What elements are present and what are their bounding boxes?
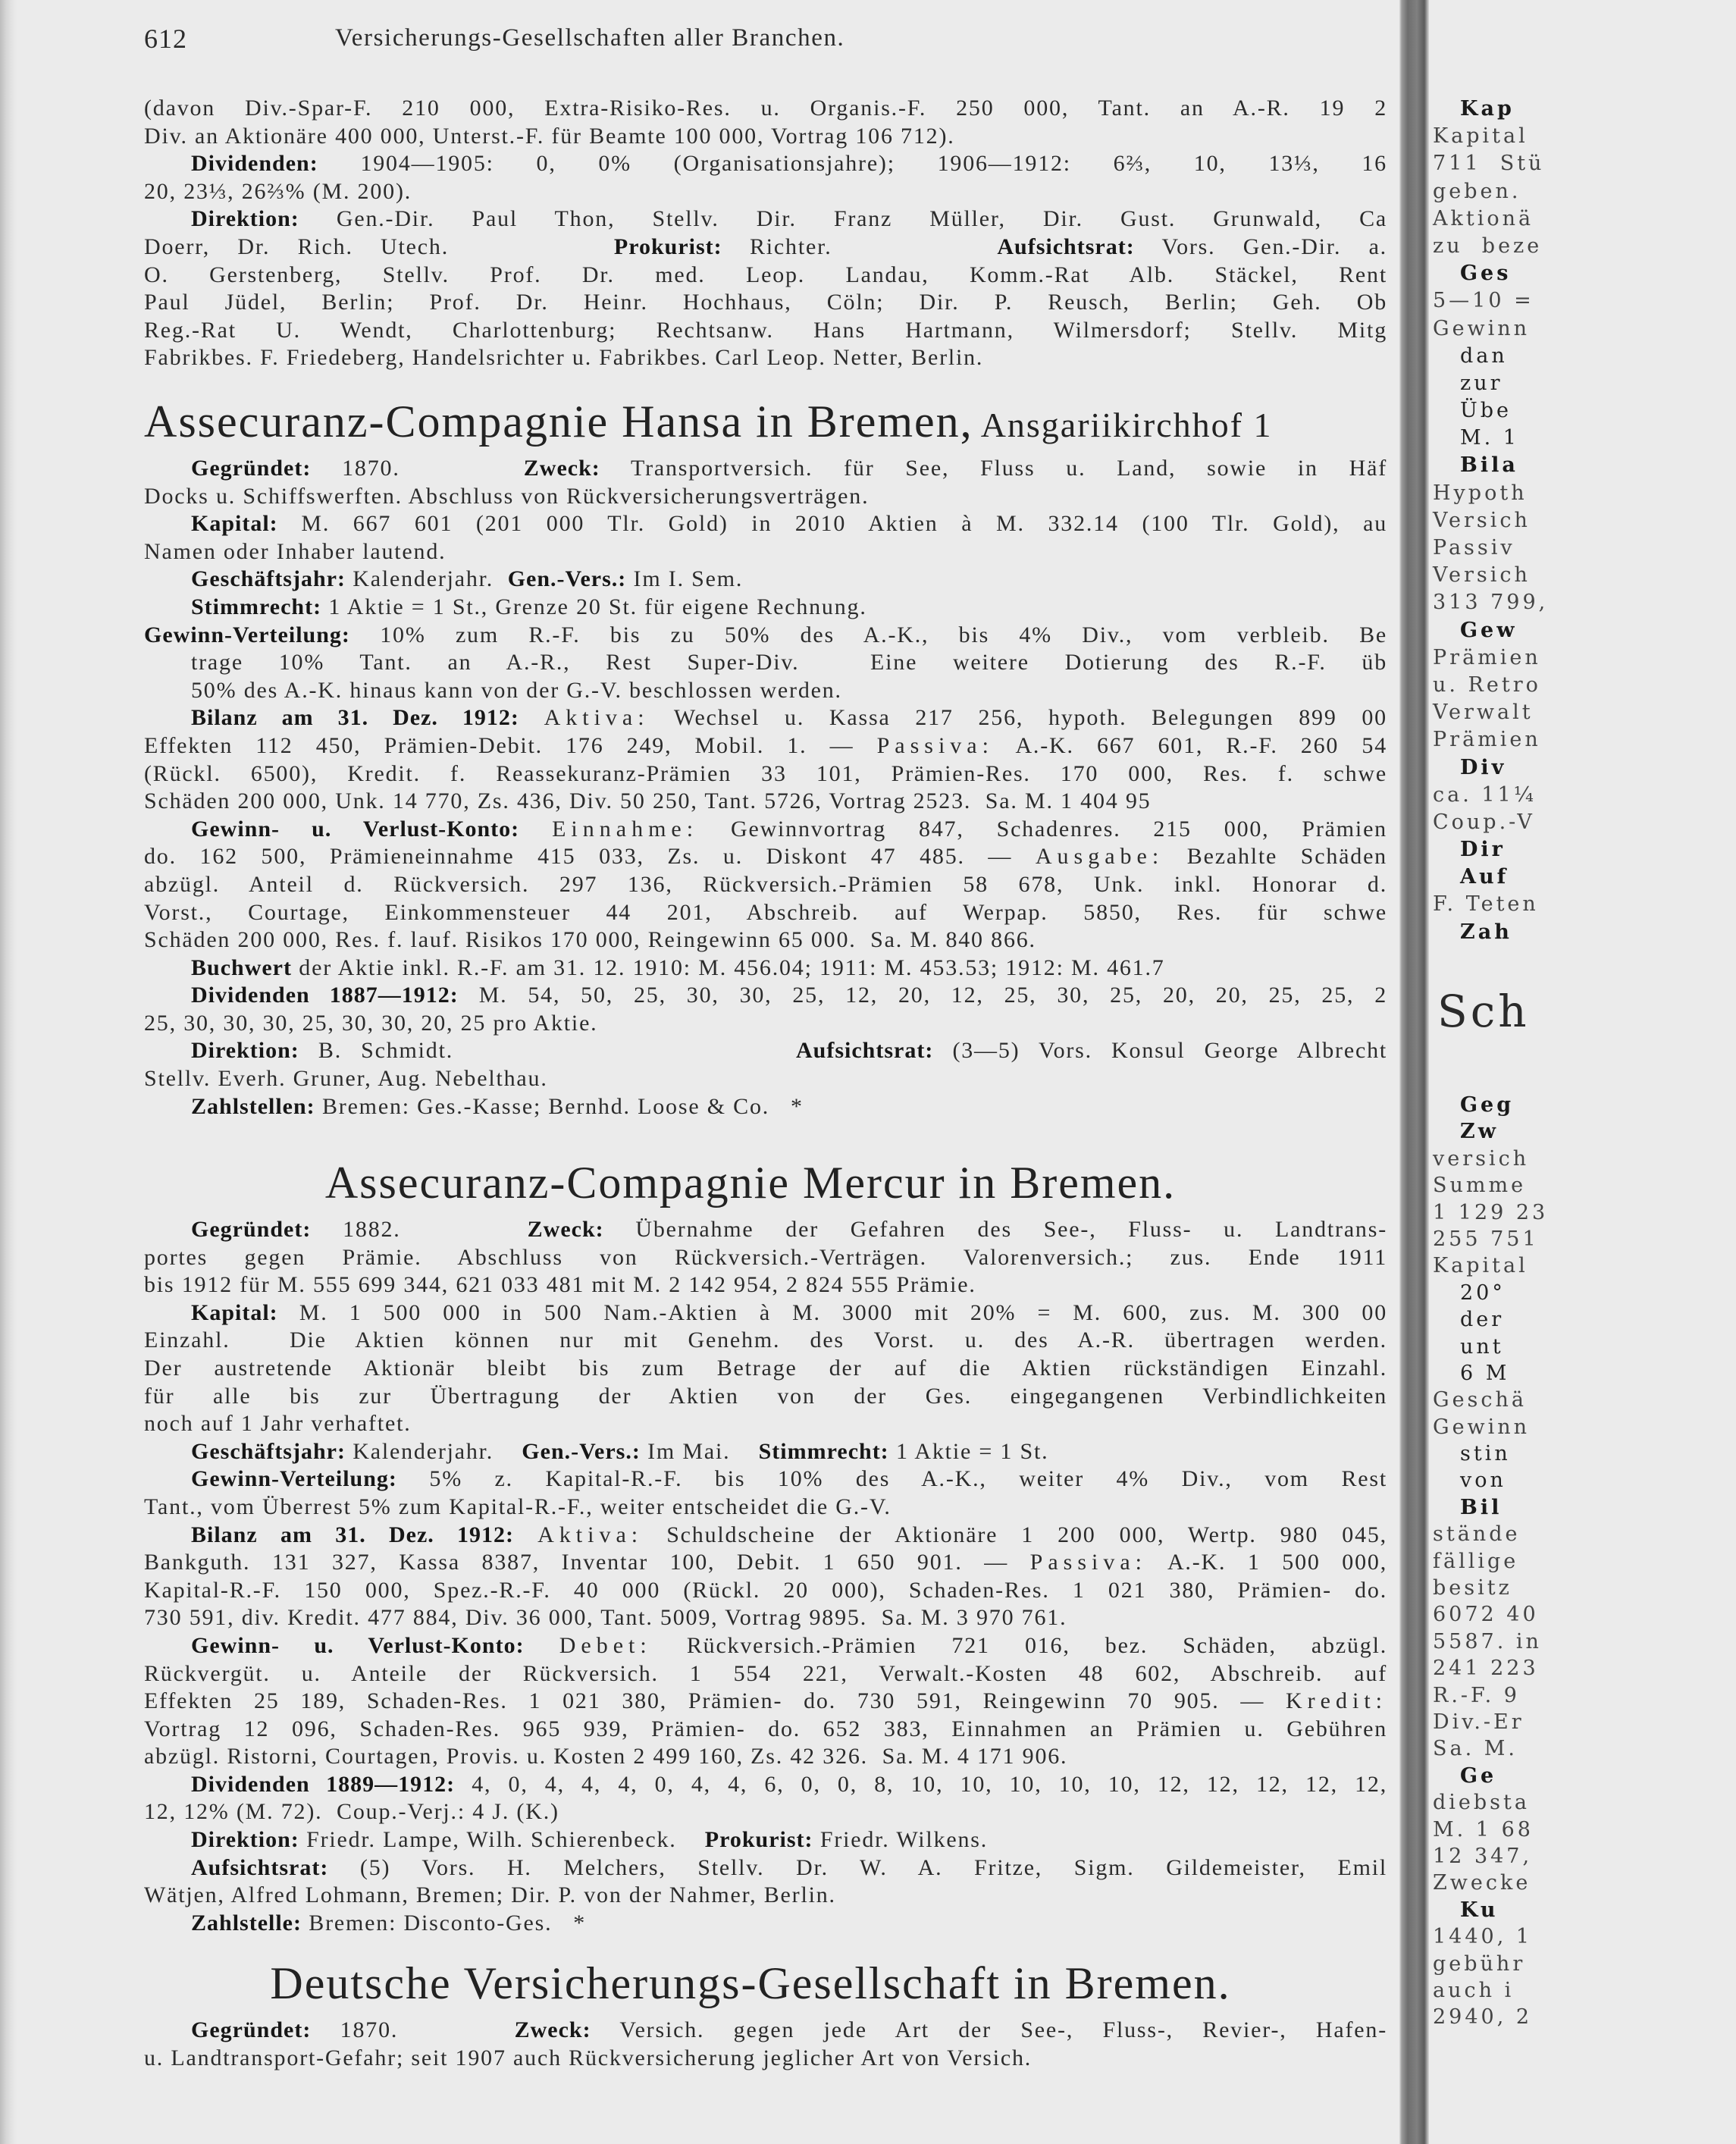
text-run: Rückvergüt. u. Anteile der Rückversich. 1 554 221, Verwalt.-Kosten 48 602, Abschreib. auf — [144, 1660, 1387, 1686]
fragment-line: Aktionä — [1433, 206, 1534, 230]
paragraph — [144, 704, 1387, 815]
paragraph — [144, 594, 1387, 622]
paragraph — [144, 1037, 1387, 1092]
text-run: Gewinnvortrag 847, Schadenres. 215 000, Prämien — [698, 816, 1387, 842]
paragraph — [144, 982, 1387, 1037]
running-title: Versicherungs-Gesellschaften aller Branchen. — [335, 24, 845, 52]
fragment-line: ca. 11¼ — [1433, 782, 1537, 807]
text-line — [144, 1604, 1387, 1632]
spaced-label: Kredit: — [1286, 1688, 1387, 1714]
text-line — [144, 1037, 1387, 1065]
text-run: Bremen: Disconto-Ges. * — [302, 1910, 587, 1936]
fragment-line: Coup.-V — [1433, 810, 1535, 834]
text-run: Gen.-Dir. Paul Thon, Stellv. Dir. Franz Müller, Dir. Gust. Grunwald, Ca — [299, 206, 1387, 232]
field-label: Aufsichtsrat: — [191, 1854, 329, 1880]
fragment-line: Passiv — [1433, 536, 1515, 560]
text-run: Richter. — [722, 234, 998, 259]
text-run — [514, 1522, 537, 1547]
spaced-label: Aktiva: — [544, 705, 650, 731]
fragment-line: Hypoth — [1433, 481, 1528, 505]
text-run: 25, 30, 30, 30, 25, 30, 30, 20, 25 pro Aktie. — [144, 1010, 598, 1036]
text-run: Fabrikbes. F. Friedeberg, Handelsrichter u. Fabrikbes. Carl Leop. Netter, Berlin. — [144, 345, 984, 371]
text-line — [144, 871, 1387, 899]
paragraph — [144, 1522, 1387, 1632]
text-line — [144, 1355, 1387, 1383]
field-label: Zweck: — [514, 2017, 591, 2042]
spaced-label: Aktiva: — [537, 1522, 644, 1547]
text-run: Schäden 200 000, Res. f. lauf. Risikos 170 000, Reingewinn 65 000. Sa. M. 840 866. — [144, 927, 1036, 953]
text-line — [144, 843, 1387, 871]
fragment-line: Sa. M. — [1433, 1737, 1518, 1761]
paragraph — [144, 205, 1387, 372]
fragment-line: Div — [1460, 755, 1507, 779]
text-run: 10% zum R.-F. bis zu 50% des A.-K., bis 4% Div., vom verbleib. Be — [349, 622, 1387, 647]
field-label: Zahlstellen: — [191, 1093, 315, 1119]
text-line — [144, 1771, 1387, 1799]
text-run: 1 Aktie = 1 St., Grenze 20 St. für eigene Rechnung. — [321, 594, 867, 619]
paragraph — [144, 816, 1387, 954]
text-run: M. 1 500 000 in 500 Nam.-Aktien à M. 3000 mit 20% = M. 600, zus. M. 300 00 — [277, 1299, 1387, 1325]
text-run: Bezahlte Schäden — [1164, 844, 1387, 870]
text-run: bis 1912 für M. 555 699 344, 621 033 481 mit M. 2 142 954, 2 824 555 Prämie. — [144, 1272, 976, 1298]
fragment-line: Gewinn — [1433, 1415, 1531, 1439]
text-line — [144, 538, 1387, 566]
fragment-line: stände — [1433, 1522, 1521, 1547]
field-label: Prokurist: — [704, 1827, 813, 1853]
text-run: Div. an Aktionäre 400 000, Unterst.-F. für Beamte 100 000, Vortrag 106 712). — [144, 123, 955, 149]
paragraph — [144, 95, 1387, 150]
fragment-line: R.-F. 9 — [1433, 1683, 1520, 1707]
text-run: M. 54, 50, 25, 30, 30, 25, 12, 20, 12, 25, 30, 25, 20, 20, 25, 25, 2 — [458, 983, 1387, 1008]
text-run: A.-K. 667 601, R.-F. 260 54 — [993, 732, 1387, 758]
text-line — [144, 234, 1387, 262]
field-label: Zweck: — [527, 1217, 604, 1242]
field-label: Stimmrecht: — [758, 1438, 889, 1464]
fragment-line: Div.-Er — [1433, 1710, 1524, 1734]
fragment-block-b — [1433, 1092, 1736, 2031]
paragraph — [144, 1465, 1387, 1521]
paragraph — [144, 1299, 1387, 1438]
fragment-line: zur — [1460, 371, 1503, 395]
fragment-line: zu beze — [1433, 234, 1543, 258]
field-label: Stimmrecht: — [191, 594, 322, 619]
field-label: Direktion: — [191, 206, 299, 232]
fragment-line: Verwalt — [1433, 701, 1534, 725]
text-run: (5) Vors. H. Melchers, Stellv. Dr. W. A. Fritze, Sigm. Gildemeister, Emil — [328, 1854, 1387, 1880]
fragment-block-a — [1433, 96, 1736, 946]
paragraph — [144, 510, 1387, 566]
paragraph — [144, 954, 1387, 983]
text-line — [144, 1271, 1387, 1299]
text-line — [144, 2045, 1387, 2073]
spaced-label: Ausgabe: — [1035, 844, 1164, 870]
field-label: Gen.-Vers.: — [522, 1438, 641, 1464]
text-line — [144, 178, 1387, 206]
fragment-line: 313 799, — [1433, 591, 1549, 615]
text-line — [144, 205, 1387, 234]
text-line — [144, 649, 1387, 677]
paragraph — [144, 1910, 1387, 1938]
fragment-line: auch i — [1433, 1978, 1515, 2002]
field-label: Gegründet: — [191, 456, 312, 481]
scan-left-edge — [0, 0, 17, 2144]
paragraph — [144, 1093, 1387, 1121]
field-label: Gewinn-Verteilung: — [144, 622, 350, 647]
fragment-line: Kapital — [1433, 1254, 1528, 1278]
fragment-line: Übe — [1460, 399, 1512, 423]
text-run: Vortrag 12 096, Schaden-Res. 965 939, Prämien- do. 652 383, Einnahmen an Prämien u. Gebühren — [144, 1716, 1387, 1741]
text-line — [144, 899, 1387, 927]
text-run: Im Mai. — [640, 1438, 759, 1464]
fragment-line: 5—10 = — [1433, 289, 1534, 313]
text-run: trage 10% Tant. an A.-R., Rest Super-Div. Eine weitere Dotierung des R.-F. üb — [191, 650, 1387, 675]
text-run: Wätjen, Alfred Lohmann, Bremen; Dir. P. von der Nahmer, Berlin. — [144, 1882, 836, 1908]
field-label: Geschäftsjahr: — [191, 1438, 346, 1464]
fragment-line: Kap — [1460, 97, 1515, 121]
fragment-line: 20° — [1460, 1280, 1506, 1305]
text-run: Versich. gegen jede Art der See-, Fluss-, Revier-, Hafen- — [591, 2017, 1387, 2042]
text-line — [144, 1438, 1387, 1466]
paragraph — [144, 1771, 1387, 1826]
text-line — [144, 455, 1387, 483]
field-label: Prokurist: — [613, 234, 722, 259]
text-run: Effekten 112 450, Prämien-Debit. 176 249, Mobil. 1. — — [144, 732, 877, 758]
text-line — [144, 2017, 1387, 2045]
company-name: Deutsche Versicherungs-Gesellschaft in Bremen. — [270, 1958, 1231, 2008]
text-line — [144, 1093, 1387, 1121]
text-run: 20, 23⅓, 26⅔% (M. 200). — [144, 178, 412, 204]
fragment-line: F. Teten — [1433, 892, 1539, 917]
fragment-line: diebsta — [1433, 1791, 1530, 1815]
fragment-line: Prämien — [1433, 728, 1541, 752]
fragment-line: 2940, 2 — [1433, 2005, 1533, 2030]
text-line — [144, 1577, 1387, 1605]
text-line — [144, 1854, 1387, 1882]
text-line — [144, 1494, 1387, 1522]
fragment-line: M. 1 — [1460, 426, 1519, 450]
field-label: Gen.-Vers.: — [507, 566, 627, 592]
text-run: 1870. — [311, 2017, 515, 2042]
text-line — [144, 1743, 1387, 1771]
page-number: 612 — [144, 24, 187, 54]
text-line — [144, 1327, 1387, 1355]
text-line — [144, 677, 1387, 705]
fragment-line: stin — [1460, 1442, 1511, 1466]
next-page-fragment — [1433, 0, 1549, 2144]
field-label: Dividenden 1889—1912: — [191, 1771, 456, 1797]
fragment-line: Prämien — [1433, 645, 1541, 669]
text-line — [144, 982, 1387, 1010]
text-line — [144, 1410, 1387, 1438]
fragment-line: u. Retro — [1433, 672, 1541, 697]
text-run: M. 667 601 (201 000 Tlr. Gold) in 2010 Aktien à M. 332.14 (100 Tlr. Gold), au — [277, 511, 1387, 537]
fragment-line: geben. — [1433, 179, 1521, 203]
fragment-line: 255 751 — [1433, 1227, 1539, 1251]
fragment-line: Ku — [1460, 1898, 1499, 1922]
fragment-line: 6 M — [1460, 1361, 1510, 1385]
fragment-line: Ge — [1460, 1763, 1497, 1788]
field-label: Kapital: — [191, 1299, 278, 1325]
text-run: Kapital-R.-F. 150 000, Spez.-R.-F. 40 000 (Rückl. 20 000), Schaden-Res. 1 021 380, Prämien- do. — [144, 1577, 1387, 1603]
fragment-line: Zah — [1460, 920, 1512, 944]
text-line — [144, 1465, 1387, 1494]
field-label: Gewinn- u. Verlust-Konto: — [191, 1632, 525, 1658]
text-run: Schuldscheine der Aktionäre 1 200 000, Wertp. 980 045, — [643, 1522, 1387, 1547]
text-line — [144, 1065, 1387, 1093]
text-run — [519, 817, 552, 842]
text-line — [144, 1688, 1387, 1716]
text-line — [144, 289, 1387, 317]
text-line — [144, 1716, 1387, 1744]
text-line — [144, 788, 1387, 816]
text-run: Transportversich. für See, Fluss u. Land, sowie in Häf — [600, 456, 1387, 481]
text-line — [144, 483, 1387, 511]
text-run: 1904—1905: 0, 0% (Organisationsjahre); 1906—1912: 6⅔, 10, 13⅓, 16 — [318, 151, 1387, 177]
paragraph — [144, 1632, 1387, 1771]
section-continuation — [144, 95, 1387, 372]
fragment-line: versich — [1433, 1146, 1530, 1171]
text-line — [144, 1826, 1387, 1854]
text-line — [144, 704, 1387, 732]
text-line — [144, 732, 1387, 760]
text-line — [144, 95, 1387, 123]
fragment-line: 12 347, — [1433, 1844, 1533, 1868]
text-line — [144, 1798, 1387, 1826]
text-run: abzügl. Ristorni, Courtagen, Provis. u. Kosten 2 499 160, Zs. 42 326. Sa. M. 4 171 906. — [144, 1744, 1068, 1769]
fragment-line: gebühr — [1433, 1951, 1526, 1976]
text-line — [144, 1010, 1387, 1038]
text-run: 730 591, div. Kredit. 477 884, Div. 36 000, Tant. 5009, Vortrag 9895. Sa. M. 3 970 761. — [144, 1605, 1067, 1631]
field-label: Aufsichtsrat: — [997, 234, 1135, 259]
text-line — [144, 1216, 1387, 1244]
fragment-line: der — [1460, 1308, 1505, 1332]
text-run: portes gegen Prämie. Abschluss von Rückversich.-Verträgen. Valorenversich.; zus. Ende 1911 — [144, 1244, 1387, 1270]
text-run: Reg.-Rat U. Wendt, Charlottenburg; Rechtsanw. Hans Hartmann, Wilmersdorf; Stellv. Mitg — [144, 317, 1387, 343]
text-line — [144, 926, 1387, 954]
field-label: Gegründet: — [191, 2017, 312, 2042]
text-run: der Aktie inkl. R.-F. am 31. 12. 1910: M. 456.04; 1911: M. 453.53; 1912: M. 461.7 — [291, 954, 1165, 980]
text-run: B. Schmidt. — [299, 1038, 797, 1064]
spaced-label: Einnahme: — [552, 816, 699, 842]
text-run: noch auf 1 Jahr verhaftet. — [144, 1411, 412, 1437]
text-run: Effekten 25 189, Schaden-Res. 1 021 380, Prämien- do. 730 591, Reingewinn 70 905. — — [144, 1688, 1286, 1714]
text-line — [144, 1910, 1387, 1938]
text-run: Der austretende Aktionär bleibt bis zum Betrage der auf die Aktien rückständigen Einzahl. — [144, 1355, 1387, 1381]
section-mercur — [144, 1154, 1387, 1937]
text-run: Im I. Sem. — [626, 566, 744, 592]
text-line — [144, 123, 1387, 151]
fragment-line: besitz — [1433, 1576, 1512, 1600]
fragment-line: Summe — [1433, 1174, 1527, 1198]
text-line — [144, 317, 1387, 345]
text-run: O. Gerstenberg, Stellv. Prof. Dr. med. Leop. Landau, Komm.-Rat Alb. Stäckel, Rent — [144, 262, 1387, 287]
text-run: Wechsel u. Kassa 217 256, hypoth. Belegungen 899 00 — [649, 705, 1387, 731]
text-run: Docks u. Schiffswerften. Abschluss von Rückversicherungsverträgen. — [144, 483, 870, 509]
text-run: Stellv. Everh. Gruner, Aug. Nebelthau. — [144, 1066, 548, 1092]
fragment-line: 241 223 — [1433, 1657, 1539, 1681]
text-line — [144, 1660, 1387, 1688]
text-line — [144, 1522, 1387, 1550]
text-line — [144, 1882, 1387, 1910]
text-run: Übernahme der Gefahren des See-, Fluss- u. Landtrans- — [603, 1217, 1387, 1242]
field-label: Bilanz am 31. Dez. 1912: — [191, 1522, 515, 1547]
fragment-line: Auf — [1460, 865, 1509, 889]
fragment-line: Geg — [1460, 1093, 1515, 1117]
text-run: 1 Aktie = 1 St. — [888, 1438, 1049, 1464]
text-run: Bankguth. 131 327, Kassa 8387, Inventar 100, Debit. 1 650 901. — — [144, 1550, 1030, 1575]
field-label: Gewinn-Verteilung: — [191, 1466, 397, 1492]
fragment-line: Bila — [1460, 453, 1518, 478]
text-line — [144, 150, 1387, 178]
fragment-line: Bil — [1460, 1495, 1503, 1519]
fragment-line: Versich — [1433, 563, 1531, 588]
company-name: Assecuranz-Compagnie Hansa in Bremen, — [144, 397, 973, 447]
text-run: 12, 12% (M. 72). Coup.-Verj.: 4 J. (K.) — [144, 1799, 559, 1825]
text-line — [144, 344, 1387, 372]
spaced-label: Debet: — [559, 1632, 652, 1658]
text-run: (Rückl. 6500), Kredit. f. Reassekuranz-Prämien 33 101, Prämien-Res. 170 000, Res. f. schwe — [144, 760, 1387, 786]
fragment-line: Kapital — [1433, 124, 1528, 149]
text-run: 1870. — [311, 456, 524, 481]
text-run: Bremen: Ges.-Kasse; Bernhd. Loose & Co. * — [315, 1093, 804, 1119]
paragraph — [144, 566, 1387, 594]
fragment-line: von — [1460, 1469, 1506, 1493]
text-run: (3—5) Vors. Konsul George Albrecht — [933, 1038, 1388, 1064]
text-line — [144, 954, 1387, 983]
text-line — [144, 262, 1387, 290]
text-line — [144, 594, 1387, 622]
text-run: Vorst., Courtage, Einkommensteuer 44 201, Abschreib. auf Werpap. 5850, Res. für schwe — [144, 899, 1387, 925]
field-label: Gewinn- u. Verlust-Konto: — [191, 816, 520, 842]
text-line — [144, 1549, 1387, 1577]
book-gutter — [1399, 0, 1429, 2144]
text-run: do. 162 500, Prämieneinnahme 415 033, Zs. u. Diskont 47 485. — — [144, 844, 1036, 870]
text-run: Schäden 200 000, Unk. 14 770, Zs. 436, Div. 50 250, Tant. 5726, Vortrag 2523. Sa. M. 1 404 95 — [144, 788, 1152, 814]
text-run: Friedr. Wilkens. — [813, 1827, 989, 1853]
fragment-line: Versich — [1433, 508, 1531, 532]
text-run: abzügl. Anteil d. Rückversich. 297 136, Rückversich.-Prämien 58 678, Unk. inkl. Honorar d. — [144, 871, 1387, 897]
company-heading — [144, 1954, 1387, 2017]
text-line — [144, 1299, 1387, 1327]
fragment-line: unt — [1460, 1334, 1504, 1359]
field-label: Zweck: — [523, 456, 600, 481]
fragment-line: dan — [1460, 343, 1508, 368]
text-run: Rückversich.-Prämien 721 016, bez. Schäden, abzügl. — [651, 1632, 1387, 1658]
text-line — [144, 510, 1387, 538]
text-run: Vors. Gen.-Dir. a. — [1134, 234, 1387, 259]
text-line — [144, 1244, 1387, 1272]
company-heading — [144, 1154, 1387, 1216]
text-run — [519, 705, 544, 730]
text-line — [144, 816, 1387, 844]
text-run: 5% z. Kapital-R.-F. bis 10% des A.-K., weiter 4% Div., vom Rest — [396, 1466, 1387, 1492]
company-address: Ansgariikirchhof 1 — [980, 406, 1273, 444]
text-line — [144, 566, 1387, 594]
text-line — [144, 622, 1387, 650]
paragraph — [144, 150, 1387, 205]
text-run: Einzahl. Die Aktien können nur mit Genehm. des Vorst. u. des A.-R. übertragen werden. — [144, 1327, 1387, 1353]
field-label: Kapital: — [191, 511, 278, 537]
company-heading — [144, 393, 1387, 455]
fragment-line: Geschä — [1433, 1388, 1528, 1412]
text-line — [144, 1632, 1387, 1660]
text-run: Kalenderjahr. — [345, 566, 508, 592]
fragment-line: Gewinn — [1433, 316, 1531, 340]
fragment-line: Ges — [1460, 262, 1512, 286]
fragment-line: Zw — [1460, 1120, 1499, 1144]
fragment-line: Dir — [1460, 838, 1506, 862]
fragment-line: 5587. in — [1433, 1629, 1542, 1653]
spaced-label: Passiva: — [876, 732, 994, 758]
field-label: Bilanz am 31. Dez. 1912: — [191, 705, 519, 731]
text-run: 4, 0, 4, 4, 4, 0, 4, 4, 6, 0, 0, 8, 10, 10, 10, 10, 10, 12, 12, 12, 12, 12, — [455, 1771, 1387, 1797]
fragment-line: 6072 40 — [1433, 1603, 1539, 1627]
text-run: Namen oder Inhaber lautend. — [144, 538, 447, 564]
spaced-label: Passiva: — [1029, 1550, 1147, 1575]
text-run: Kalenderjahr. — [345, 1438, 522, 1464]
paragraph — [144, 1826, 1387, 1854]
text-run: A.-K. 1 500 000, — [1146, 1550, 1387, 1575]
text-run: Doerr, Dr. Rich. Utech. — [144, 234, 614, 259]
text-line — [144, 1383, 1387, 1411]
paragraph — [144, 622, 1387, 705]
field-label: Aufsichtsrat: — [796, 1038, 934, 1064]
text-run: für alle bis zur Übertragung der Aktien von der Ges. eingegangenen Verbindlichkeiten — [144, 1383, 1387, 1409]
text-line — [144, 760, 1387, 788]
fragment-line: 1440, 1 — [1433, 1925, 1533, 1949]
paragraph — [144, 455, 1387, 510]
text-run: (davon Div.-Spar-F. 210 000, Extra-Risiko-Res. u. Organis.-F. 250 000, Tant. an A.-R. 19 2 — [144, 96, 1387, 121]
text-run: Paul Jüdel, Berlin; Prof. Dr. Heinr. Hochhaus, Cöln; Dir. P. Reusch, Berlin; Geh. Ob — [144, 290, 1387, 315]
fragment-line: 1 129 23 — [1433, 1200, 1549, 1224]
field-label: Direktion: — [191, 1827, 299, 1853]
section-deutsche — [144, 1954, 1387, 2072]
paragraph — [144, 1216, 1387, 1299]
text-run: 50% des A.-K. hinaus kann von der G.-V. beschlossen werden. — [191, 677, 842, 703]
text-run: Tant., vom Überrest 5% zum Kapital-R.-F., weiter entscheidet die G.-V. — [144, 1494, 892, 1519]
field-label: Geschäftsjahr: — [191, 566, 346, 592]
field-label: Dividenden: — [191, 151, 318, 177]
text-run: 1882. — [311, 1217, 528, 1242]
paragraph — [144, 1854, 1387, 1910]
fragment-line: M. 1 68 — [1433, 1817, 1534, 1842]
field-label: Buchwert — [191, 954, 292, 980]
text-run: u. Landtransport-Gefahr; seit 1907 auch Rückversicherung jeglicher Art von Versich. — [144, 2045, 1033, 2070]
field-label: Zahlstelle: — [191, 1910, 302, 1936]
text-run — [525, 1633, 559, 1658]
fragment-line: fällige — [1433, 1549, 1519, 1573]
paragraph — [144, 1438, 1387, 1466]
field-label: Gegründet: — [191, 1217, 312, 1242]
field-label: Dividenden 1887—1912: — [191, 983, 459, 1008]
text-run: Friedr. Lampe, Wilh. Schierenbeck. — [299, 1827, 705, 1853]
company-name: Assecuranz-Compagnie Mercur in Bremen. — [324, 1158, 1177, 1208]
paragraph — [144, 2017, 1387, 2072]
fragment-line: 711 Stü — [1433, 152, 1545, 176]
fragment-heading: Sch — [1437, 986, 1530, 1037]
section-hansa — [144, 393, 1387, 1121]
fragment-line: Gew — [1460, 618, 1518, 642]
field-label: Direktion: — [191, 1038, 299, 1064]
fragment-line: Zwecke — [1433, 1871, 1531, 1895]
